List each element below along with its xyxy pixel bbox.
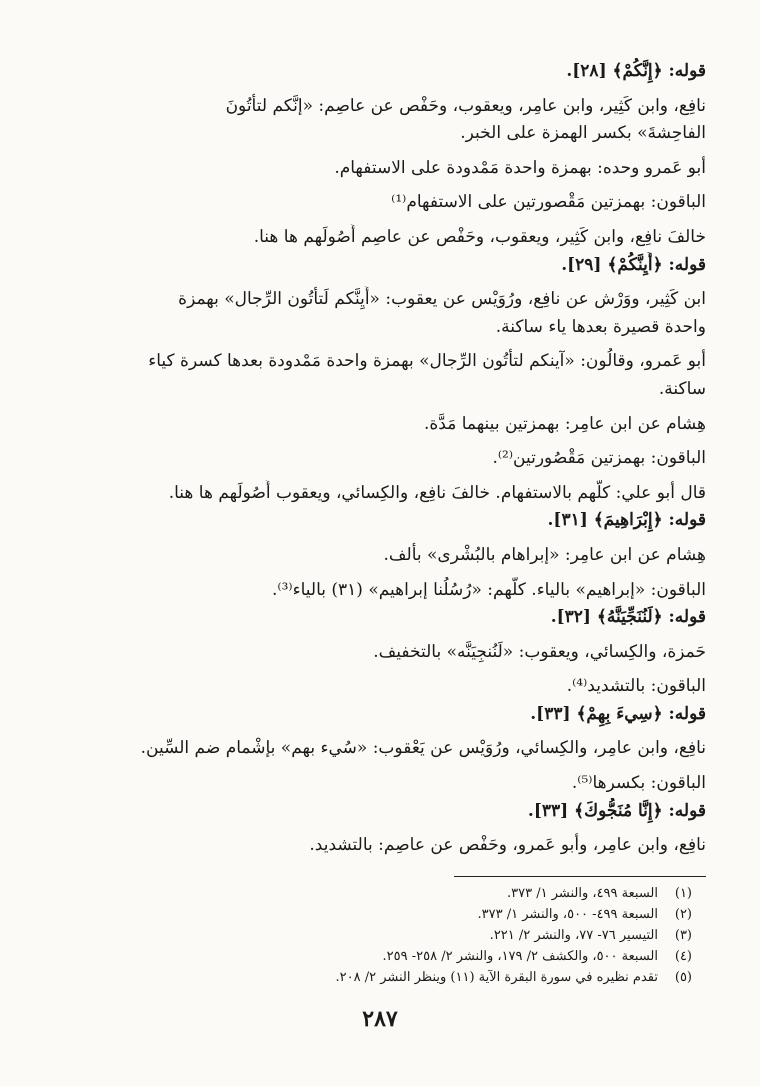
verse-heading: قوله: ﴿إِنَّكُمْ﴾ [٢٨]. — [566, 61, 706, 81]
verse-heading: قوله: ﴿أَيِنَّكُمْ﴾ [٢٩]. — [561, 254, 706, 275]
text-line: ابن كَثِير، ووَرْش عن نافِع، ورُوَيْس عن يعقوب: «أَيِنَّكم لَتأتُون الرِّجال» بهمزة — [178, 289, 706, 310]
text-line: الباقون: بهمزتين مَقْصورتين على الاستفهام⁽¹⁾ — [391, 192, 706, 213]
footnote-text: السبعة ٥٠٠، والكشف ٢/ ١٧٩، والنشر ٢/ ٢٥٨- ٢٥٩. — [382, 948, 658, 964]
footnote-number: (٥) — [674, 969, 692, 985]
footnote — [60, 946, 706, 967]
text-line: هِشام عن ابن عامِر: بهمزتين بينهما مَدَّة. — [423, 413, 706, 434]
footnote-text: التيسير ٧٦- ٧٧، والنشر ٢/ ٢٢١. — [489, 927, 658, 943]
footnote-text: السبعة ٤٩٩- ٥٠٠، والنشر ١/ ٣٧٣. — [477, 906, 658, 922]
footnote-number: (٢) — [674, 906, 692, 922]
verse-heading: قوله: ﴿إِبْرَاهِيمَ﴾ [٣١]. — [547, 510, 706, 531]
text-line: الفاحِشةَ» بكسر الهمزة على الخبر. — [460, 123, 706, 144]
text-line: نافِع، وابن عامِر، والكِسائي، ورُوَيْس عن يَعْقوب: «سُيء بهم» بإشْمام ضم السِّين. — [140, 738, 706, 759]
body-text — [60, 58, 706, 860]
footnote-text: تقدم نظيره في سورة البقرة الآية (١١) وينظر النشر ٢/ ٢٠٨. — [335, 969, 658, 985]
text-line: نافِع، وابن عامِر، وأبو عَمرو، وحَفْص عن عاصِم: بالتشديد. — [309, 835, 706, 856]
footnote-number: (١) — [674, 885, 692, 901]
footnote — [60, 904, 706, 925]
footnote — [60, 883, 706, 904]
text-line: هِشام عن ابن عامِر: «إبراهام بالبُشْرى» بألف. — [383, 544, 706, 565]
text-line: قال أبو علي: كلُّهم بالاستفهام. خالفَ نافِع، والكِسائي، ويعقوب أُصُولَهم ها هنا. — [168, 482, 706, 503]
footnote-text: السبعة ٤٩٩، والنشر ١/ ٣٧٣. — [506, 885, 658, 901]
text-line: حَمزة، والكِسائي، ويعقوب: «لَنُنجِيَنَّه» بالتخفيف. — [373, 641, 706, 662]
text-line: الباقون: بهمزتين مَقْصُورتين⁽²⁾. — [492, 448, 706, 469]
text-line: أبو عَمرو، وقالُون: «آينكم لتأتُون الرِّجال» بهمزة واحدة مَمْدودة بعدها كسرة كياء — [148, 351, 706, 372]
footnote-number: (٤) — [674, 948, 692, 964]
text-line: الباقون: بالتشديد⁽⁴⁾. — [566, 676, 706, 697]
text-line: نافِع، وابن كَثِير، وابن عامِر، ويعقوب، وحَفْص عن عاصِم: «إنَّكم لتأتُونَ — [225, 95, 706, 116]
text-line: الباقون: بكسرها⁽⁵⁾. — [571, 773, 706, 794]
text-line: ساكنة. — [658, 378, 706, 399]
verse-heading: قوله: ﴿سِيءَ بِهِمْ﴾ [٣٣]. — [530, 703, 706, 724]
text-line: خالفَ نافِع، وابن كَثِير، ويعقوب، وحَفْص عن عاصِم أُصُولَهم ها هنا. — [253, 226, 706, 247]
text-line: الباقون: «إبراهيم» بالياء. كلُّهم: «رُسُلُنا إبراهيم» (٣١) بالياء⁽³⁾. — [271, 579, 706, 600]
footnotes — [60, 883, 706, 988]
footnote — [60, 925, 706, 946]
page-number: ٢٨٧ — [362, 1006, 398, 1032]
footnote — [60, 967, 706, 988]
footnote-number: (٣) — [674, 927, 692, 943]
text-line: واحدة قصيرة بعدها ياء ساكنة. — [495, 316, 706, 337]
verse-heading: قوله: ﴿لَنُنَجِّيَنَّهُ﴾ [٣٢]. — [550, 607, 706, 628]
verse-heading: قوله: ﴿إِنَّا مُنَجُّوكَ﴾ [٣٣]. — [527, 800, 706, 821]
footnote-separator — [454, 876, 706, 877]
text-line: أبو عَمرو وحده: بهمزة واحدة مَمْدودة على الاستفهام. — [334, 157, 706, 178]
